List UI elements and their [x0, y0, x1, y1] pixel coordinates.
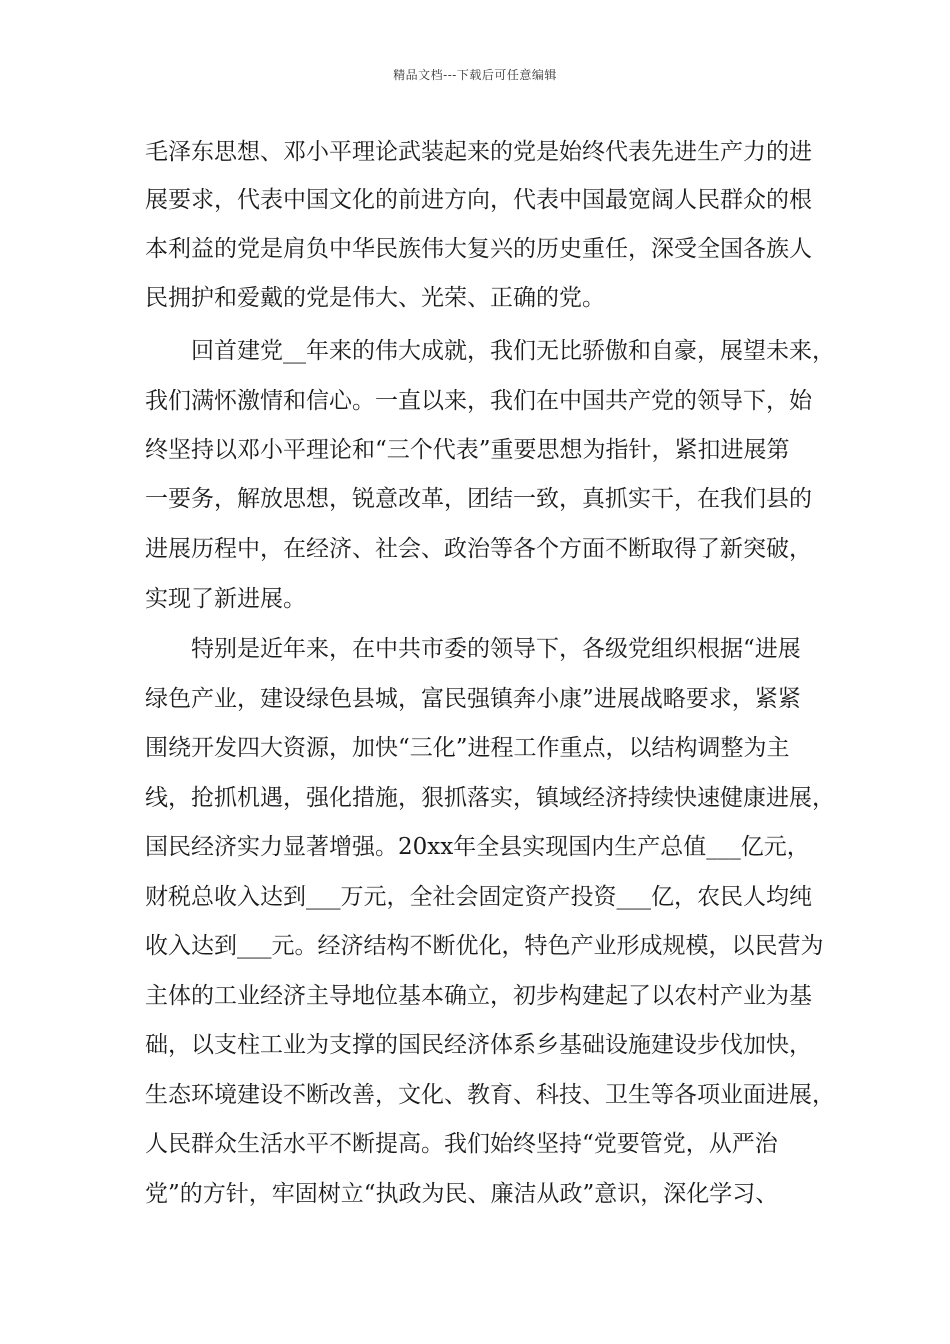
text-line: 线，抢抓机遇，强化措施，狠抓落实，镇域经济持续快速健康进展， [145, 785, 835, 811]
text-line: 一要务，解放思想，锐意改革，团结一致，真抓实干，在我们县的 [145, 486, 812, 512]
text-line: 财税总收入达到___万元，全社会固定资产投资___亿，农民人均纯 [145, 884, 812, 910]
text-line: 础，以支柱工业为支撑的国民经济体系乡基础设施建设步伐加快， [145, 1032, 812, 1058]
text-line: 主体的工业经济主导地位基本确立，初步构建起了以农村产业为基 [145, 983, 812, 1009]
text-line: 本利益的党是肩负中华民族伟大复兴的历史重任，深受全国各族人 [145, 236, 812, 262]
text-line: 毛泽东思想、邓小平理论武装起来的党是始终代表先进生产力的进 [145, 139, 812, 165]
text-line: 绿色产业，建设绿色县城，富民强镇奔小康”进展战略要求，紧紧 [145, 686, 801, 712]
text-line: 生态环境建设不断改善，文化、教育、科技、卫生等各项业面进展， [145, 1082, 835, 1108]
text-line: 国民经济实力显著增强。20xx年全县实现国内生产总值___亿元， [145, 834, 810, 860]
paragraph-first-line: 回首建党__年来的伟大成就，我们无比骄傲和自豪，展望未来， [191, 338, 835, 364]
paragraph-first-line: 特别是近年来，在中共市委的领导下，各级党组织根据“进展 [191, 636, 801, 662]
text-line: 围绕开发四大资源，加快“三化”进程工作重点，以结构调整为主 [145, 735, 790, 761]
text-line: 我们满怀激情和信心。一直以来，我们在中国共产党的领导下，始 [145, 388, 812, 414]
text-line: 展要求，代表中国文化的前进方向，代表中国最宽阔人民群众的根 [145, 187, 812, 213]
text-line: 收入达到___元。经济结构不断优化，特色产业形成规模，以民营为 [145, 933, 824, 959]
text-line: 人民群众生活水平不断提高。我们始终坚持“党要管党，从严治 [145, 1131, 778, 1157]
page-header: 精品文档---下载后可任意编辑 [393, 68, 557, 82]
text-line: 民拥护和爱戴的党是伟大、光荣、正确的党。 [145, 285, 605, 311]
text-line: 党”的方针，牢固树立“执政为民、廉洁从政”意识，深化学习、 [145, 1181, 779, 1207]
text-line: 实现了新进展。 [145, 586, 306, 612]
text-line: 终坚持以邓小平理论和“三个代表”重要思想为指针，紧扣进展第 [145, 437, 790, 463]
text-line: 进展历程中，在经济、社会、政治等各个方面不断取得了新突破， [145, 536, 812, 562]
